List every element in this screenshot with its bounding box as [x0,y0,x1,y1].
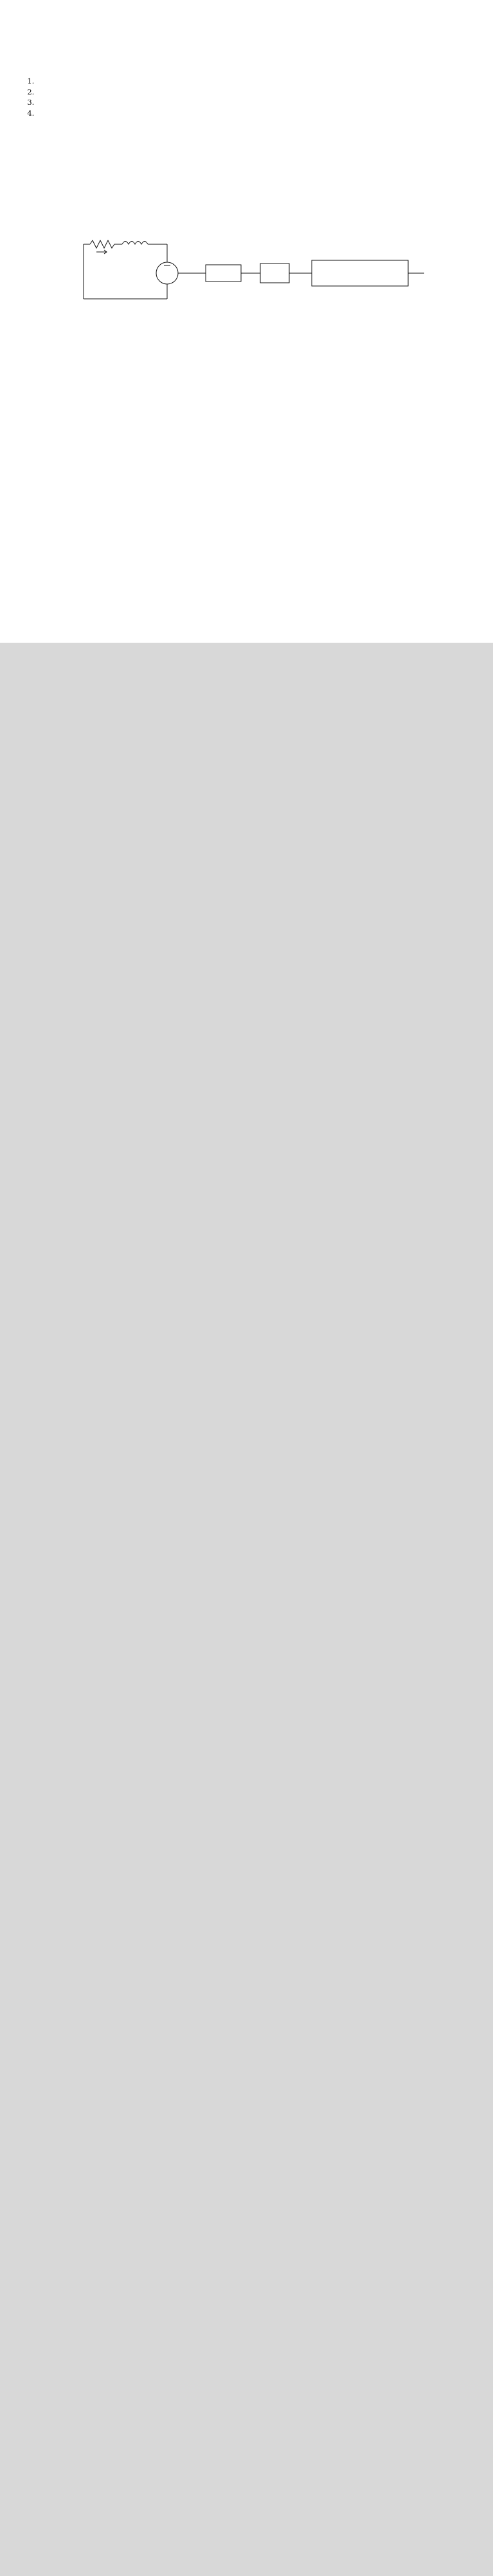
page-1 [0,0,493,643]
motor-circuit-diagram [39,225,463,318]
topics-list [22,76,37,118]
